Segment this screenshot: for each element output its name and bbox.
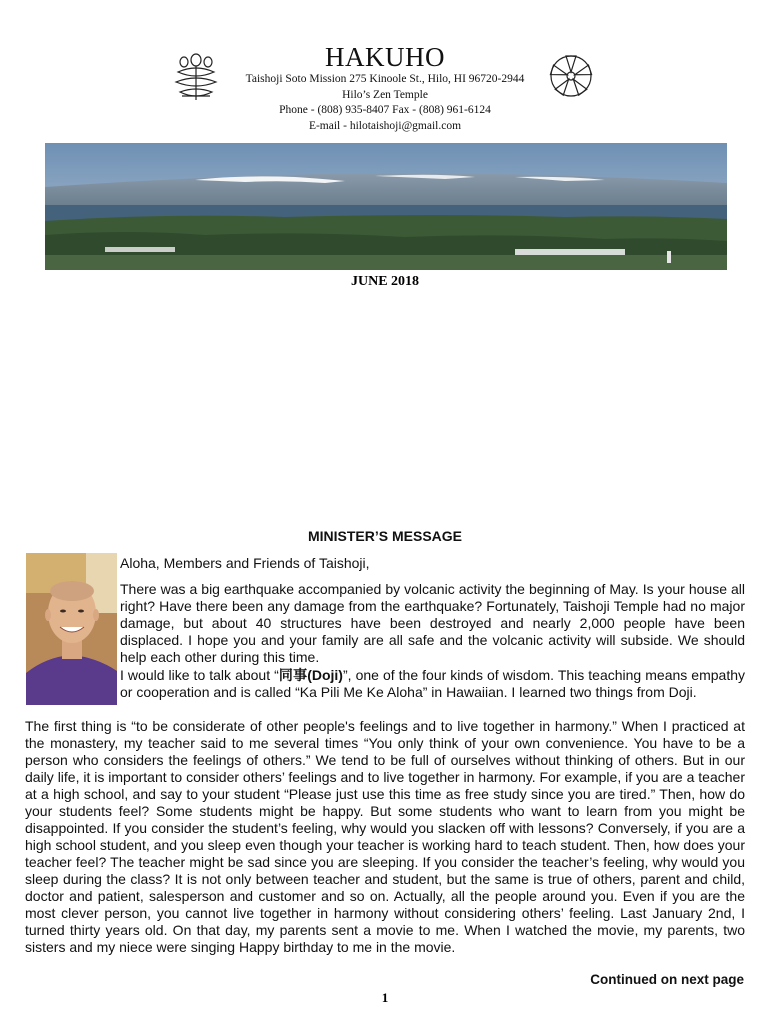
issue-date: JUNE 2018 [350,274,420,289]
paragraph-doji-intro-before: I would like to talk about “ [120,667,279,683]
ministers-message-heading: MINISTER’S MESSAGE [307,528,463,544]
doji-term: 同事(Doji) [278,667,343,683]
phone-fax-line: Phone - (808) 935-8407 Fax - (808) 961-6124 [279,104,491,116]
newsletter-title: HAKUHO [325,42,445,72]
page-number: 1 [381,990,389,1005]
continued-note: Continued on next page [590,972,744,987]
address-line: Taishoji Soto Mission 275 Kinoole St., Hilo, HI 96720-2944 [245,73,525,85]
paragraph-doji-intro [120,667,745,701]
greeting-text: Aloha, Members and Friends of Taishoji, [120,555,370,571]
temple-subtitle: Hilo’s Zen Temple [342,88,428,101]
paragraph-doji-intro-after: ”, one of the four kinds of wisdom. This teaching means empathy or cooperation and is called “Ka Pili Me Ke Aloha” in Hawaiian. I learned two things from Doji. [120,667,745,700]
paragraph-consideration: The first thing is “to be considerate of other people's feelings and to live together in harmony.” When I practiced at the monastery, my teacher said to me several times “You only think of your own convenience. You have to be a person who considers the feelings of others.” We tend to be full of ourselves without thinking of others. But in our daily life, it is important to consider others’ feelings and to live together in harmony. For example, if you are a teacher at a high school, and say to your student “Please just use this time as free study since you are tired.” Then, how do your students feel? Some students might be happy. But some students who want to learn from you might be disappointed. If you consider the student’s feeling, why would you slacken off with lessons? Conversely, if you are a high school student, and you sleep even though your teacher is working hard to teach student. Then, how does your teacher feel? The teacher might be sad since you are sleeping. If you consider the teacher’s feeling, why would you sleep during the class? It is not only between teacher and student, but the same is true of others, parent and child, doctor and patient, salesperson and customer and so on. Actually, all the people around you. Even if you are the most clever person, you cannot live together in harmony without considering others’ feeling. Last January 2nd, I turned thirty years old. On that day, my parents sent a movie to me. When I watched the movie, my parents, two sisters and my niece were singing Happy birthday to me in the movie. [25,718,745,955]
minister-portrait-photo [26,553,117,705]
email-line: E-mail - hilotaishoji@gmail.com [308,119,462,132]
landscape-banner-photo [45,143,727,270]
masthead [0,42,770,134]
paragraph-earthquake: There was a big earthquake accompanied by volcanic activity the beginning of May. Is your house all right? Have there been any damage from the earthquake? Fortunately, Taishoji Temple had no major damage, but about 40 structures have been destroyed and nearly 2,000 people have been displaced. I hope you and your family are all safe and the volcanic activity will subside. We should help each other during this time. [120,581,745,665]
